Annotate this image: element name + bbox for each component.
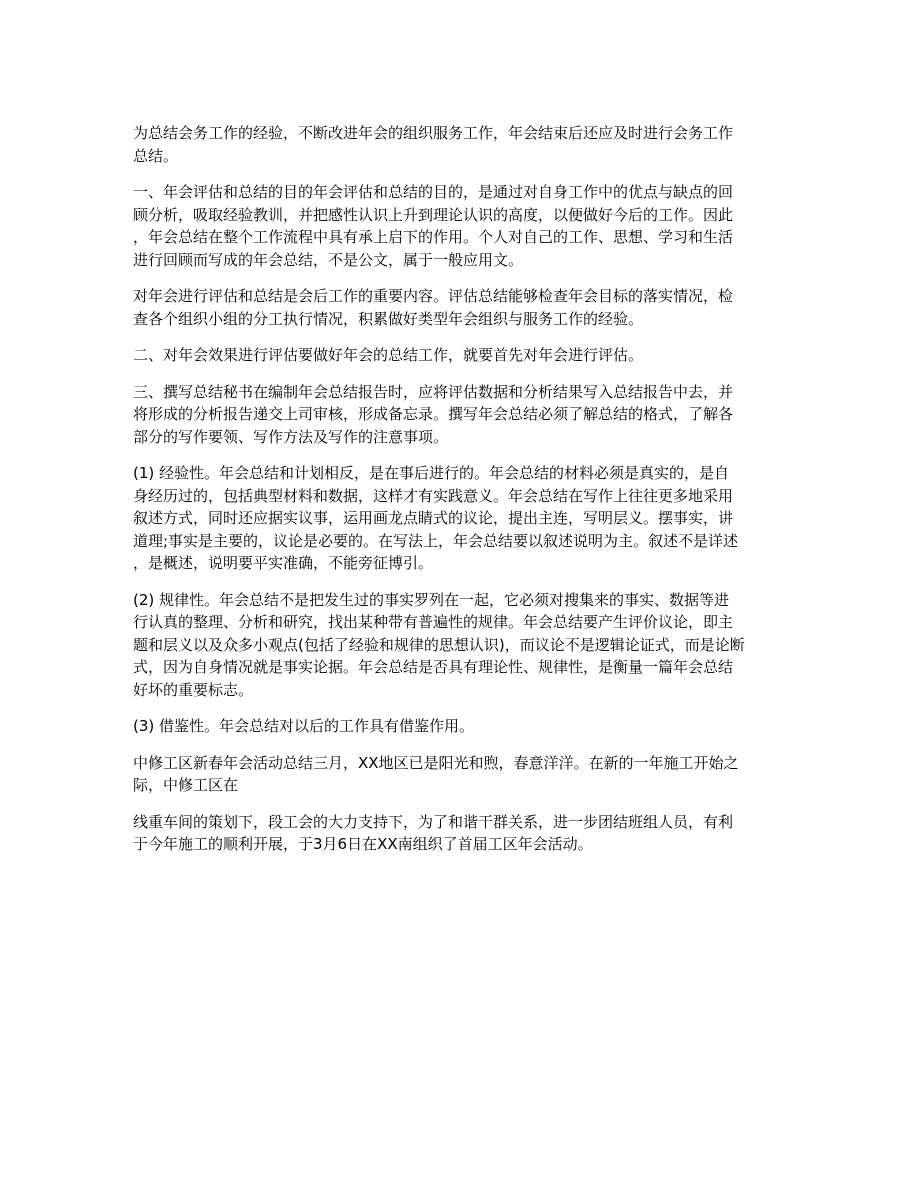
paragraph xyxy=(133,122,787,167)
text-line: 线重车间的策划下，段工会的大力支持下，为了和谐干群关系，进一步团结班组人员，有利 xyxy=(133,812,734,831)
text-line: 查各个组织小组的分工执行情况，积累做好类型年会组织与服务工作的经验。 xyxy=(133,309,644,328)
text-line: 进行回顾而写成的年会总结，不是公文，属于一般应用文。 xyxy=(133,250,524,269)
text-line: (3) 借鉴性。年会总结对以后的工作具有借鉴作用。 xyxy=(133,717,475,735)
text-line: 一、年会评估和总结的目的年会评估和总结的目的，是通过对自身工作中的优点与缺点的回 xyxy=(133,183,734,201)
text-line: (2) 规律性。年会总结不是把发生过的事实罗列在一起，它必须对搜集来的事实、数据等进 xyxy=(133,590,730,609)
paragraph xyxy=(133,381,787,449)
document-body xyxy=(133,122,787,870)
text-line: 式，因为自身情况就是事实论据。年会总结是否具有理论性、规律性，是衡量一篇年会总结 xyxy=(133,658,734,676)
paragraph xyxy=(133,715,787,738)
text-line: 际，中修工区在 xyxy=(133,776,239,794)
text-line: ，年会总结在整个工作流程中具有承上启下的作用。个人对自己的工作、思想、学习和生活 xyxy=(133,228,734,246)
paragraph xyxy=(133,181,787,271)
paragraph xyxy=(133,344,787,367)
paragraph xyxy=(133,285,787,330)
text-line: 三、撰写总结秘书在编制年会总结报告时，应将评估数据和分析结果写入总结报告中去，并 xyxy=(133,382,734,401)
text-line: 道理;事实是主要的，议论是必要的。在写法上，年会总结要以叙述说明为主。叙述不是详述 xyxy=(133,531,739,550)
text-line: 为总结会务工作的经验，不断改进年会的组织服务工作，年会结束后还应及时进行会务工作 xyxy=(133,124,734,142)
text-line: ，是概述，说明要平实准确，不能旁征博引。 xyxy=(133,554,434,572)
text-line: 顾分析，吸取经验教训，并把感性认识上升到理论认识的高度，以便做好今后的工作。因此 xyxy=(133,205,734,224)
text-line: 身经历过的，包括典型材料和数据，这样才有实践意义。年会总结在写作上往往更多地采用 xyxy=(133,486,734,505)
paragraph xyxy=(133,811,787,856)
text-line: 对年会进行评估和总结是会后工作的重要内容。评估总结能够检查年会目标的落实情况，检 xyxy=(133,287,734,305)
text-line: 好坏的重要标志。 xyxy=(133,680,254,699)
text-line: 二、对年会效果进行评估要做好年会的总结工作，就要首先对年会进行评估。 xyxy=(133,346,644,364)
text-line: 于今年施工的顺利开展，于3月6日在XX南组织了首届工区年会活动。 xyxy=(133,835,593,853)
paragraph xyxy=(133,752,787,797)
text-line: 部分的写作要领、写作方法及写作的注意事项。 xyxy=(133,427,449,446)
paragraph xyxy=(133,589,787,702)
text-line: 行认真的整理、分析和研究，找出某种带有普遍性的规律。年会总结要产生评价议论，即主 xyxy=(133,613,734,631)
text-line: (1) 经验性。年会总结和计划相反，是在事后进行的。年会总结的材料必须是真实的，是自 xyxy=(133,464,730,482)
text-line: 叙述方式，同时还应据实议事，运用画龙点睛式的议论，提出主连，写明层义。摆事实，讲 xyxy=(133,509,734,527)
text-line: 题和层义以及众多小观点(包括了经验和规律的思想认识)，而议论不是逻辑论证式，而是论断 xyxy=(133,635,745,654)
paragraph xyxy=(133,462,787,575)
text-line: 总结。 xyxy=(133,146,179,165)
text-line: 中修工区新春年会活动总结三月，XX地区已是阳光和煦，春意洋洋。在新的一年施工开始之 xyxy=(133,753,739,772)
text-line: 将形成的分析报告递交上司审核，形成备忘录。撰写年会总结必须了解总结的格式，了解各 xyxy=(133,405,734,423)
